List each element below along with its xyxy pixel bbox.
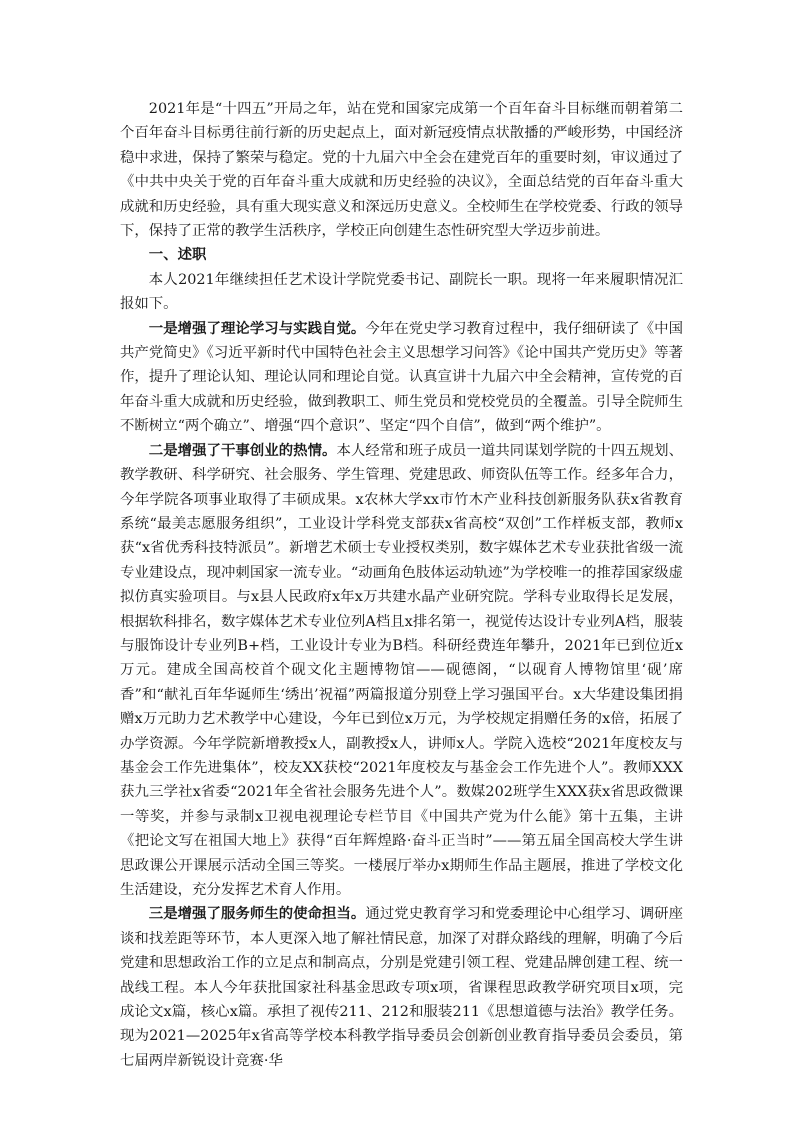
point3-paragraph xyxy=(120,902,683,1073)
point2-lead: 二是增强了干事创业的热情。 xyxy=(148,441,337,459)
document-page xyxy=(120,97,683,1073)
point1-lead: 一是增强了理论学习与实践自觉。 xyxy=(148,319,366,337)
point2-body: 本人经常和班子成员一道共同谋划学院的十四五规划、教学教研、科学研究、社会服务、学生管理、党建思政、师资队伍等工作。经多年合力，今年学院各项事业取得了丰硕成果。x农林大学xx市竹木产业科技创新服务队获x省教育系统“最美志愿服务组织”，工业设计学科党支部获x省高校“双创”工作样板支部，教师x获“x省优秀科技特派员”。新增艺术硕士专业授权类别，数字媒体艺术专业获批省级一流专业建设点，现冲刺国家一流专业。“动画角色肢体运动轨迹”为学校唯一的推荐国家级虚拟仿真实验项目。与x县人民政府x年x万共建水晶产业研究院。学科专业取得长足发展，根据软科排名，数字媒体艺术专业位列A档且x排名第一，视觉传达设计专业列A档，服装与服饰设计专业列B+档，工业设计专业为B档。科研经费连年攀升，2021年已到位近x万元。建成全国高校首个砚文化主题博物馆——砚德阁，“以砚育人博物馆里‘砚’席香”和“献礼百年华诞师生‘绣出’祝福”两篇报道分别登上学习强国平台。x大华建设集团捐赠x万元助力艺术教学中心建设，今年已到位x万元，为学校规定捐赠任务的x倍，拓展了办学资源。今年学院新增教授x人，副教授x人，讲师x人。学院入选校“2021年度校友与基金会工作先进集体”，校友XX获校“2021年度校友与基金会工作先进个人”。教师XXX获九三学社x省委“2021年全省社会服务先进个人”。数媒202班学生XXX获x省思政微课一等奖，并参与录制x卫视电视理论专栏节目《中国共产党为什么能》第十五集，主讲《把论文写在祖国大地上》获得“百年辉煌路·奋斗正当时”——第五届全国高校大学生讲思政课公开课展示活动全国三等奖。一楼展厅举办x期师生作品主题展，推进了学校文化生活建设，充分发挥艺术育人作用。 xyxy=(120,442,683,898)
intro-paragraph: 2021年是“十四五”开局之年，站在党和国家完成第一个百年奋斗目标继而朝着第二个百年奋斗目标勇往前行新的历史起点上，面对新冠疫情点状散播的严峻形势，中国经济稳中求进，保持了繁荣与稳定。党的十九届六中全会在建党百年的重要时刻，审议通过了《中共中央关于党的百年奋斗重大成就和历史经验的决议》，全面总结党的百年奋斗重大成就和历史经验，具有重大现实意义和深远历史意义。全校师生在学校党委、行政的领导下，保持了正常的教学生活秩序，学校正向创建生态性研究型大学迈步前进。 xyxy=(120,101,683,240)
section-heading: 一、述职 xyxy=(148,246,207,264)
point3-lead: 三是增强了服务师生的使命担当。 xyxy=(148,905,366,923)
point1-paragraph xyxy=(120,317,683,439)
point1-body: 今年在党史学习教育过程中，我仔细研读了《中国共产党简史》《习近平新时代中国特色社会主义思想学习问答》《论中国共产党历史》等著作，提升了理论认知、理论认同和理论自觉。认真宣讲十九届六中全会精神，宣传党的百年奋斗重大成就和历史经验，做到教职工、师生党员和党校党员的全覆盖。引导全院师生不断树立“两个确立”、增强“四个意识”、坚定“四个自信”，做到“两个维护”。 xyxy=(120,320,683,435)
section-intro-paragraph: 本人2021年继续担任艺术设计学院党委书记、副院长一职。现将一年来履职情况汇报如下。 xyxy=(120,271,683,313)
point3-body: 通过党史教育学习和党委理论中心组学习、调研座谈和找差距等环节，本人更深入地了解社情民意，加深了对群众路线的理解，明确了今后党建和思想政治工作的立足点和制高点，分别是党建引领工程、党建品牌创建工程、统一战线工程。本人今年获批国家社科基金思政专项x项，省课程思政教学研究项目x项，完成论文x篇，核心x篇。承担了视传211、212和服装211《思想道德与法治》教学任务。现为2021—2025年x省高等学校本科教学指导委员会创新创业教育指导委员会委员，第七届两岸新锐设计竞赛·华 xyxy=(120,906,683,1069)
point2-paragraph xyxy=(120,439,683,903)
